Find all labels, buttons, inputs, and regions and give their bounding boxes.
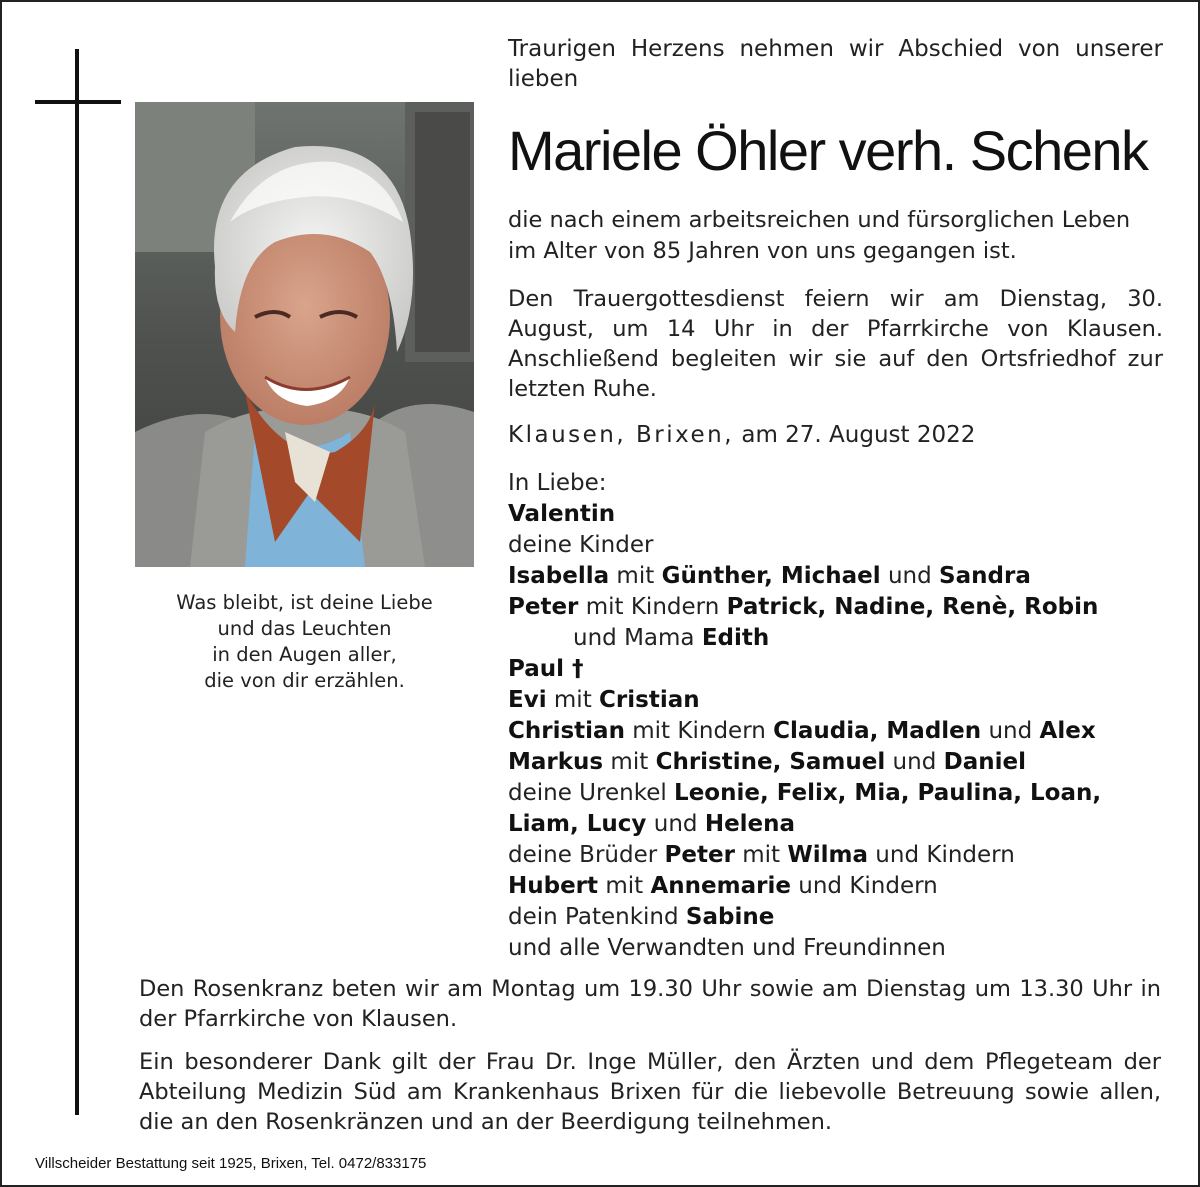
family-line <box>508 716 1163 747</box>
mourner-name: Peter <box>508 594 579 620</box>
family-line <box>508 592 1163 623</box>
family-text: deine Brüder <box>508 842 665 868</box>
family-text: und Kindern <box>867 842 1015 868</box>
mourner-name: Evi <box>508 687 547 713</box>
family-line <box>508 747 1163 778</box>
mourner-name: Wilma <box>787 842 868 868</box>
family-text: mit Kindern <box>624 718 774 744</box>
family-text: mit <box>603 749 656 775</box>
family-text: und <box>981 718 1040 744</box>
funeral-home-footer: Villscheider Bestattung seit 1925, Brixen, Tel. 0472/833175 <box>35 1155 427 1172</box>
cross-vertical-bar <box>75 49 79 1115</box>
quote-line: Was bleibt, ist deine Liebe <box>176 591 433 614</box>
family-text: mit Kindern <box>578 594 727 620</box>
family-line <box>508 809 1163 840</box>
mourner-name: Peter <box>664 842 735 868</box>
family-line <box>508 530 1163 561</box>
mourner-name: Paul † <box>508 656 584 682</box>
mourner-name: Patrick, Nadine, Renè, Robin <box>726 594 1099 620</box>
family-line <box>508 840 1163 871</box>
mourner-name: Edith <box>701 625 770 651</box>
family-line <box>508 561 1163 592</box>
mourner-name: Markus <box>508 749 604 775</box>
quote-line: in den Augen aller, <box>212 643 397 666</box>
family-line <box>508 623 1163 654</box>
memorial-quote <box>135 590 474 694</box>
family-text: und <box>885 749 944 775</box>
rosary-paragraph: Den Rosenkranz beten wir am Montag um 19.30 Uhr sowie am Dienstag um 13.30 Uhr in der Pfarrkirche von Klausen. <box>139 976 1161 1032</box>
family-text: mit <box>734 842 788 868</box>
family-line <box>508 871 1163 902</box>
family-text: und <box>880 563 940 589</box>
notice-date: am 27. August 2022 <box>741 422 976 448</box>
family-text: deine Kinder <box>508 532 654 558</box>
place-towns: Klausen, Brixen, <box>508 422 735 448</box>
family-text: In Liebe: <box>508 470 607 496</box>
intro-text: Traurigen Herzens nehmen wir Abschied von unserer lieben <box>508 36 1163 92</box>
family-line <box>508 933 1163 964</box>
deceased-name: Mariele Öhler verh. Schenk <box>508 119 1148 182</box>
quote-line: und das Leuchten <box>217 617 392 640</box>
mourner-name: Günther, Michael <box>661 563 881 589</box>
family-line <box>508 468 1163 499</box>
family-list <box>508 468 1163 964</box>
family-text: mit <box>609 563 662 589</box>
family-text: dein Patenkind <box>508 904 686 930</box>
family-text: mit <box>598 873 651 899</box>
mourner-name: Sabine <box>685 904 775 930</box>
mourner-name: Claudia, Madlen <box>773 718 982 744</box>
family-line <box>508 902 1163 933</box>
mourner-name: Hubert <box>508 873 599 899</box>
thanks-paragraph: Ein besonderer Dank gilt der Frau Dr. Inge Müller, den Ärzten und dem Pflegeteam der Abteilung Medizin Süd am Krankenhaus Brixen für die liebevolle Betreuung sowie allen, die an den Rosenkränzen und an der Beerdigung teilnehmen. <box>139 1049 1161 1135</box>
family-text: und Kindern <box>790 873 938 899</box>
family-text: und Mama <box>573 625 702 651</box>
mourner-name: Daniel <box>943 749 1026 775</box>
family-text: deine Urenkel <box>508 780 675 806</box>
mourner-name: Christian <box>508 718 625 744</box>
mourner-name: Sandra <box>939 563 1031 589</box>
family-text: mit <box>546 687 600 713</box>
family-line <box>508 685 1163 716</box>
portrait-photo <box>135 102 474 567</box>
mourner-name: Leonie, Felix, Mia, Paulina, Loan, <box>674 780 1102 806</box>
mourner-name: Liam, Lucy <box>508 811 647 837</box>
family-line <box>508 654 1163 685</box>
place-date-line <box>508 419 1163 451</box>
quote-line: die von dir erzählen. <box>204 669 405 692</box>
mourner-name: Isabella <box>508 563 610 589</box>
mourner-name: Alex <box>1039 718 1096 744</box>
mourner-name: Valentin <box>508 501 616 527</box>
family-text: und <box>646 811 705 837</box>
family-text: und alle Verwandten und Freundinnen <box>508 935 946 961</box>
cross-horizontal-bar <box>35 100 121 104</box>
mourner-name: Helena <box>704 811 796 837</box>
family-line <box>508 499 1163 530</box>
mourner-name: Cristian <box>599 687 700 713</box>
service-paragraph: Den Trauergottesdienst feiern wir am Dienstag, 30. August, um 14 Uhr in der Pfarrkirche von Klausen. Anschließend begleiten wir sie auf den Ortsfriedhof zur letzten Ruhe. <box>508 286 1163 402</box>
mourner-name: Annemarie <box>650 873 791 899</box>
mourner-name: Christine, Samuel <box>655 749 886 775</box>
life-paragraph: die nach einem arbeitsreichen und fürsorglichen Leben im Alter von 85 Jahren von uns gegangen ist. <box>508 207 1131 264</box>
family-line <box>508 778 1163 809</box>
